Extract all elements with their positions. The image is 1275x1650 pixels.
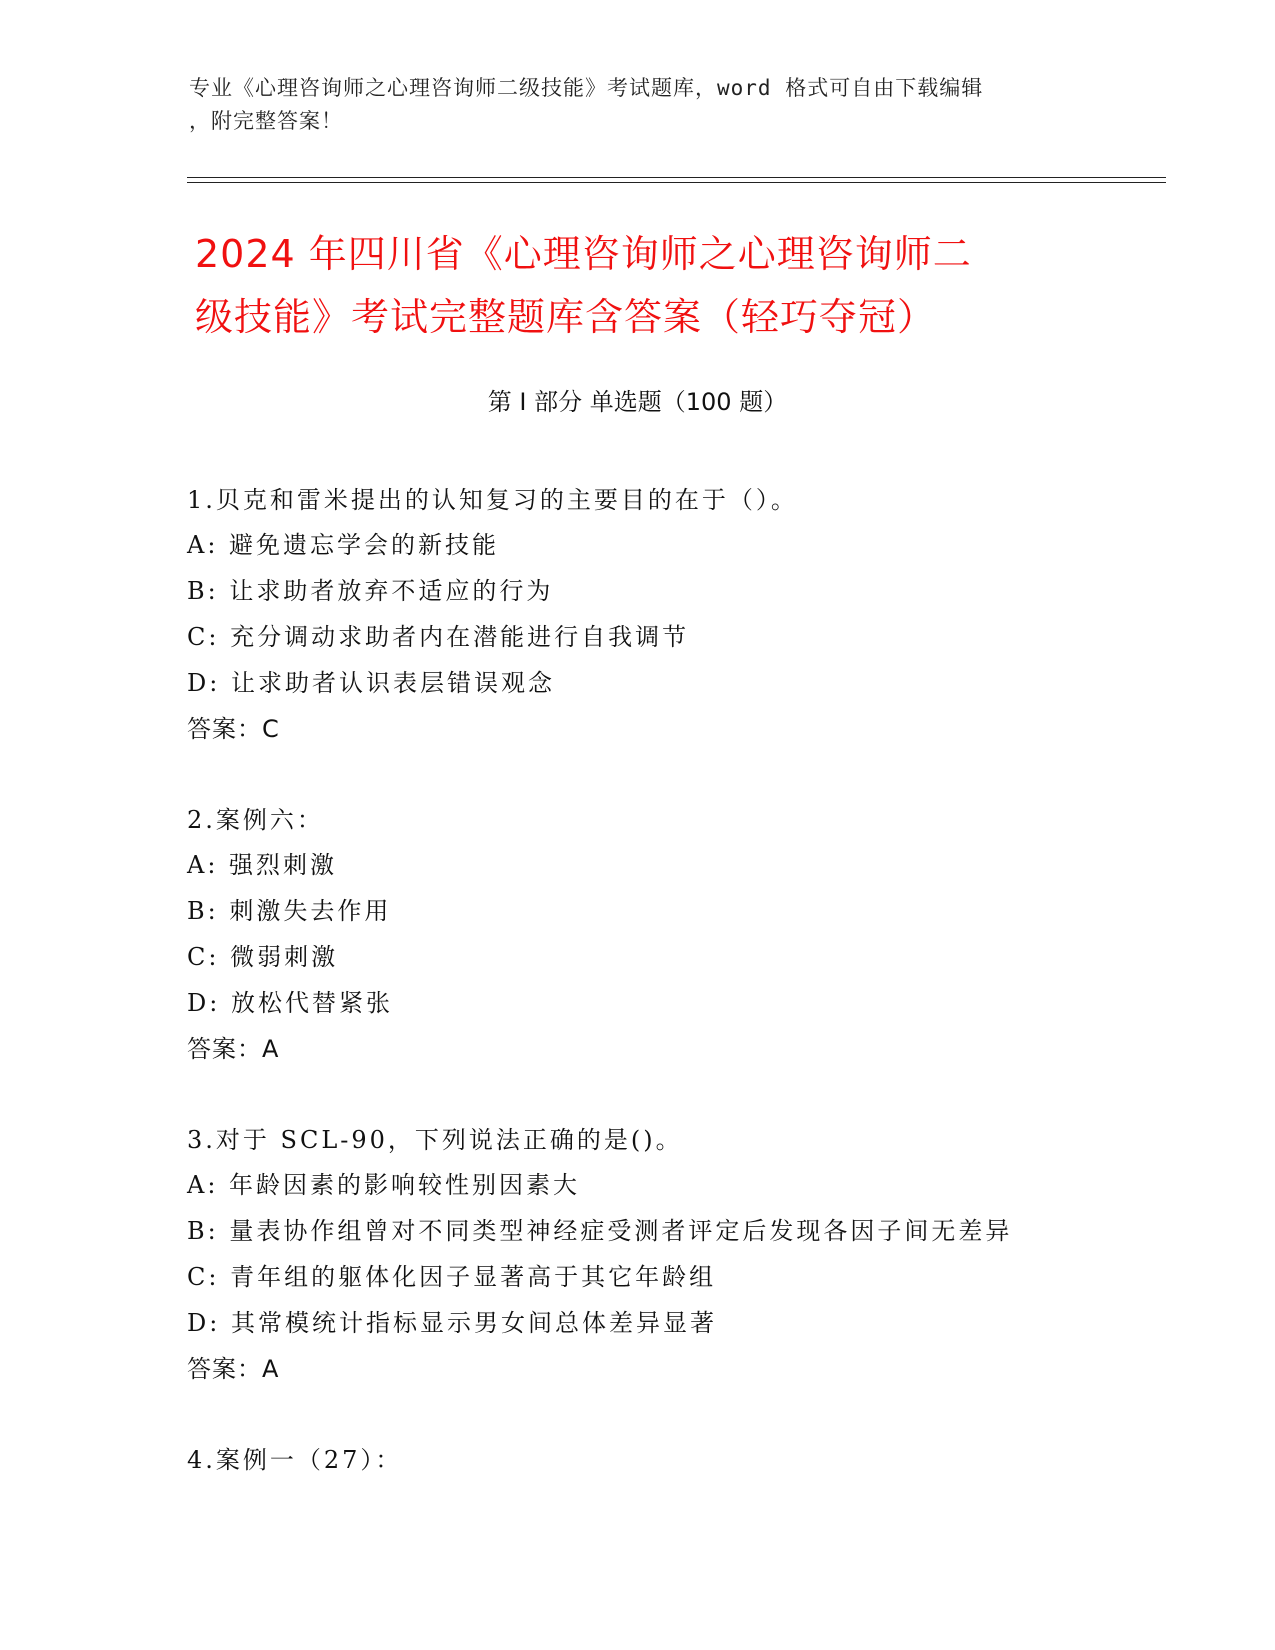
option-b: B: 量表协作组曾对不同类型神经症受测者评定后发现各因子间无差异 <box>187 1217 1013 1245</box>
option-d: D: 让求助者认识表层错误观念 <box>187 669 555 697</box>
option-c: C: 青年组的躯体化因子显著高于其它年龄组 <box>187 1263 717 1291</box>
option-a: A: 强烈刺激 <box>187 851 338 879</box>
answer-line: 答案：A <box>187 1035 280 1063</box>
section-heading: 第 I 部分 单选题（100 题） <box>487 388 788 416</box>
question-stem: 1.贝克和雷米提出的认知复习的主要目的在于（）。 <box>187 486 798 514</box>
question-3 <box>187 1118 1167 1392</box>
header-divider-top <box>187 177 1166 178</box>
answer-line: 答案：C <box>187 715 280 743</box>
question-1 <box>187 478 1167 752</box>
question-stem: 4.案例一（27）： <box>187 1446 403 1474</box>
option-c: C: 微弱刺激 <box>187 943 339 971</box>
option-d: D: 放松代替紧张 <box>187 989 393 1017</box>
question-list <box>187 478 1167 1528</box>
question-stem: 3.对于 SCL-90，下列说法正确的是()。 <box>187 1126 683 1154</box>
option-d: D: 其常模统计指标显示男女间总体差异显著 <box>187 1309 717 1337</box>
option-b: B: 让求助者放弃不适应的行为 <box>187 577 554 605</box>
header-note: 专业《心理咨询师之心理咨询师二级技能》考试题库，word 格式可自由下载编辑 ，附完整答案！ <box>189 76 984 133</box>
option-a: A: 年龄因素的影响较性别因素大 <box>187 1171 581 1199</box>
question-2 <box>187 798 1167 1072</box>
option-a: A: 避免遗忘学会的新技能 <box>187 531 500 559</box>
header-divider-bottom <box>187 182 1166 183</box>
option-b: B: 刺激失去作用 <box>187 897 392 925</box>
answer-line: 答案：A <box>187 1355 280 1383</box>
option-c: C: 充分调动求助者内在潜能进行自我调节 <box>187 623 690 651</box>
document-title: 2024 年四川省《心理咨询师之心理咨询师二 级技能》考试完整题库含答案（轻巧夺冠） <box>195 232 972 339</box>
question-stem: 2.案例六： <box>187 806 324 834</box>
question-4 <box>187 1438 1167 1482</box>
